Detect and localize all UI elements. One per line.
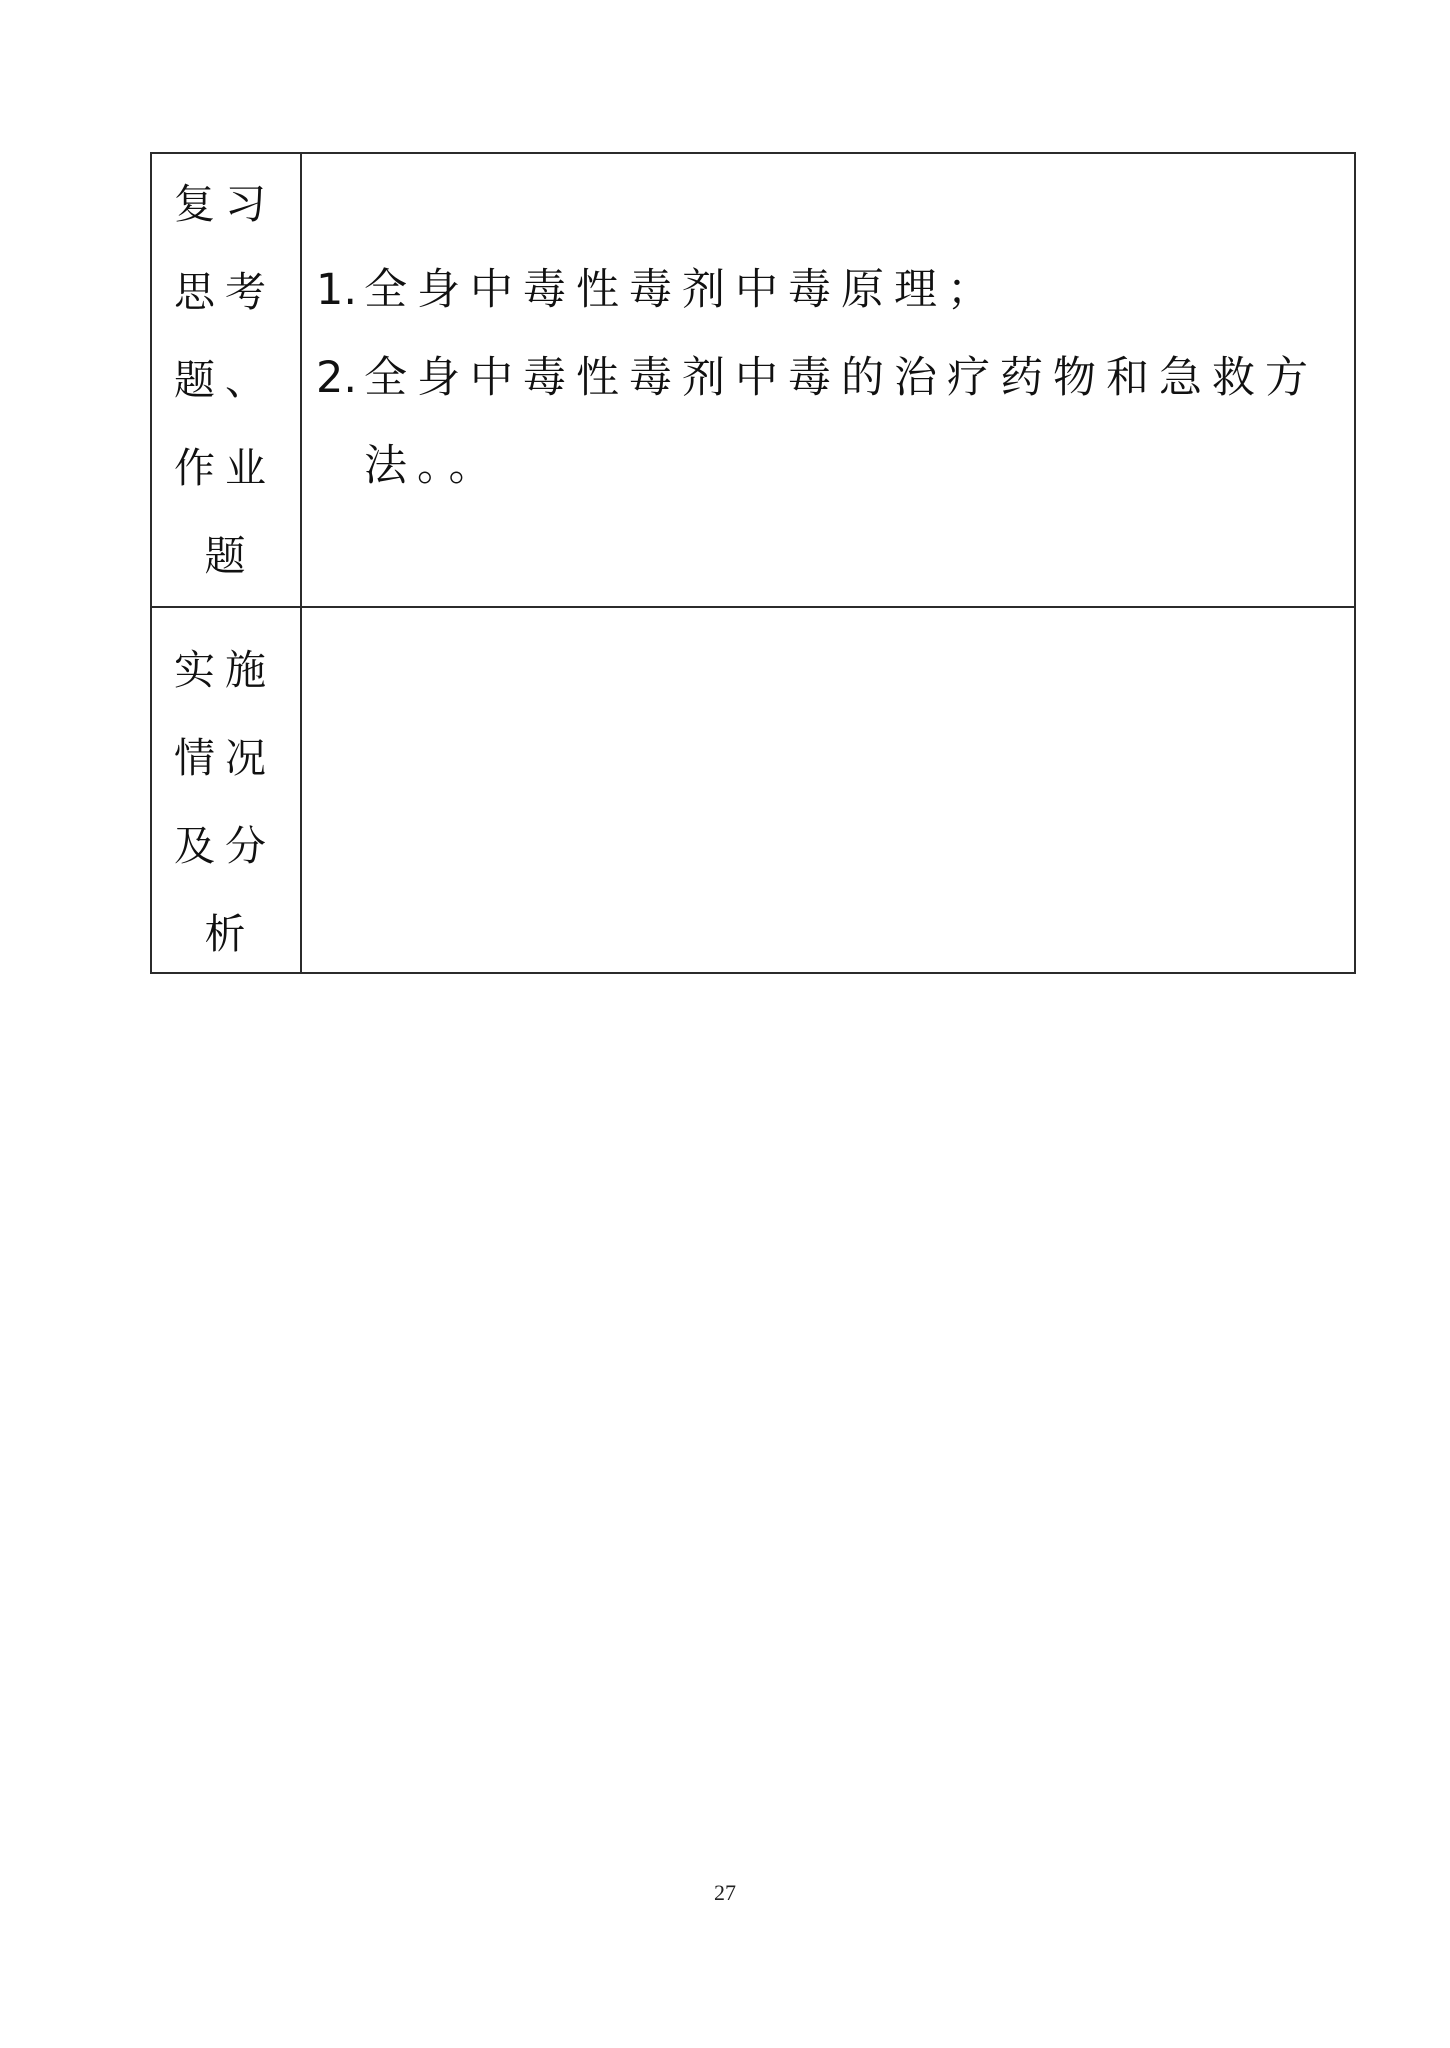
implementation-analysis-content xyxy=(302,608,1354,972)
list-item-text: 全身中毒性毒剂中毒原理； xyxy=(364,265,1000,315)
list-item-text: 全身中毒性毒剂中毒的治疗药物和急救方法。。 xyxy=(364,353,1318,491)
row-label-review-questions xyxy=(152,154,302,606)
label-line: 题 xyxy=(204,532,256,580)
list-item xyxy=(316,334,1336,510)
table-row xyxy=(152,154,1354,608)
row-label-implementation-analysis xyxy=(152,608,302,972)
label-line: 作业 xyxy=(174,444,276,492)
table-row xyxy=(152,608,1354,972)
list-item-number: 2. xyxy=(316,353,358,403)
label-line: 情况 xyxy=(174,734,276,782)
label-line: 复习 xyxy=(174,180,276,228)
label-line: 思考 xyxy=(174,268,276,316)
label-line: 实施 xyxy=(174,646,276,694)
label-line: 析 xyxy=(204,910,256,958)
review-questions-content xyxy=(302,154,1354,606)
page-number: 27 xyxy=(714,1880,736,1905)
lesson-plan-table xyxy=(150,152,1356,974)
label-line: 及分 xyxy=(174,822,276,870)
label-line: 题、 xyxy=(174,356,276,404)
list-item-number: 1. xyxy=(316,265,358,315)
list-item xyxy=(316,246,1336,334)
